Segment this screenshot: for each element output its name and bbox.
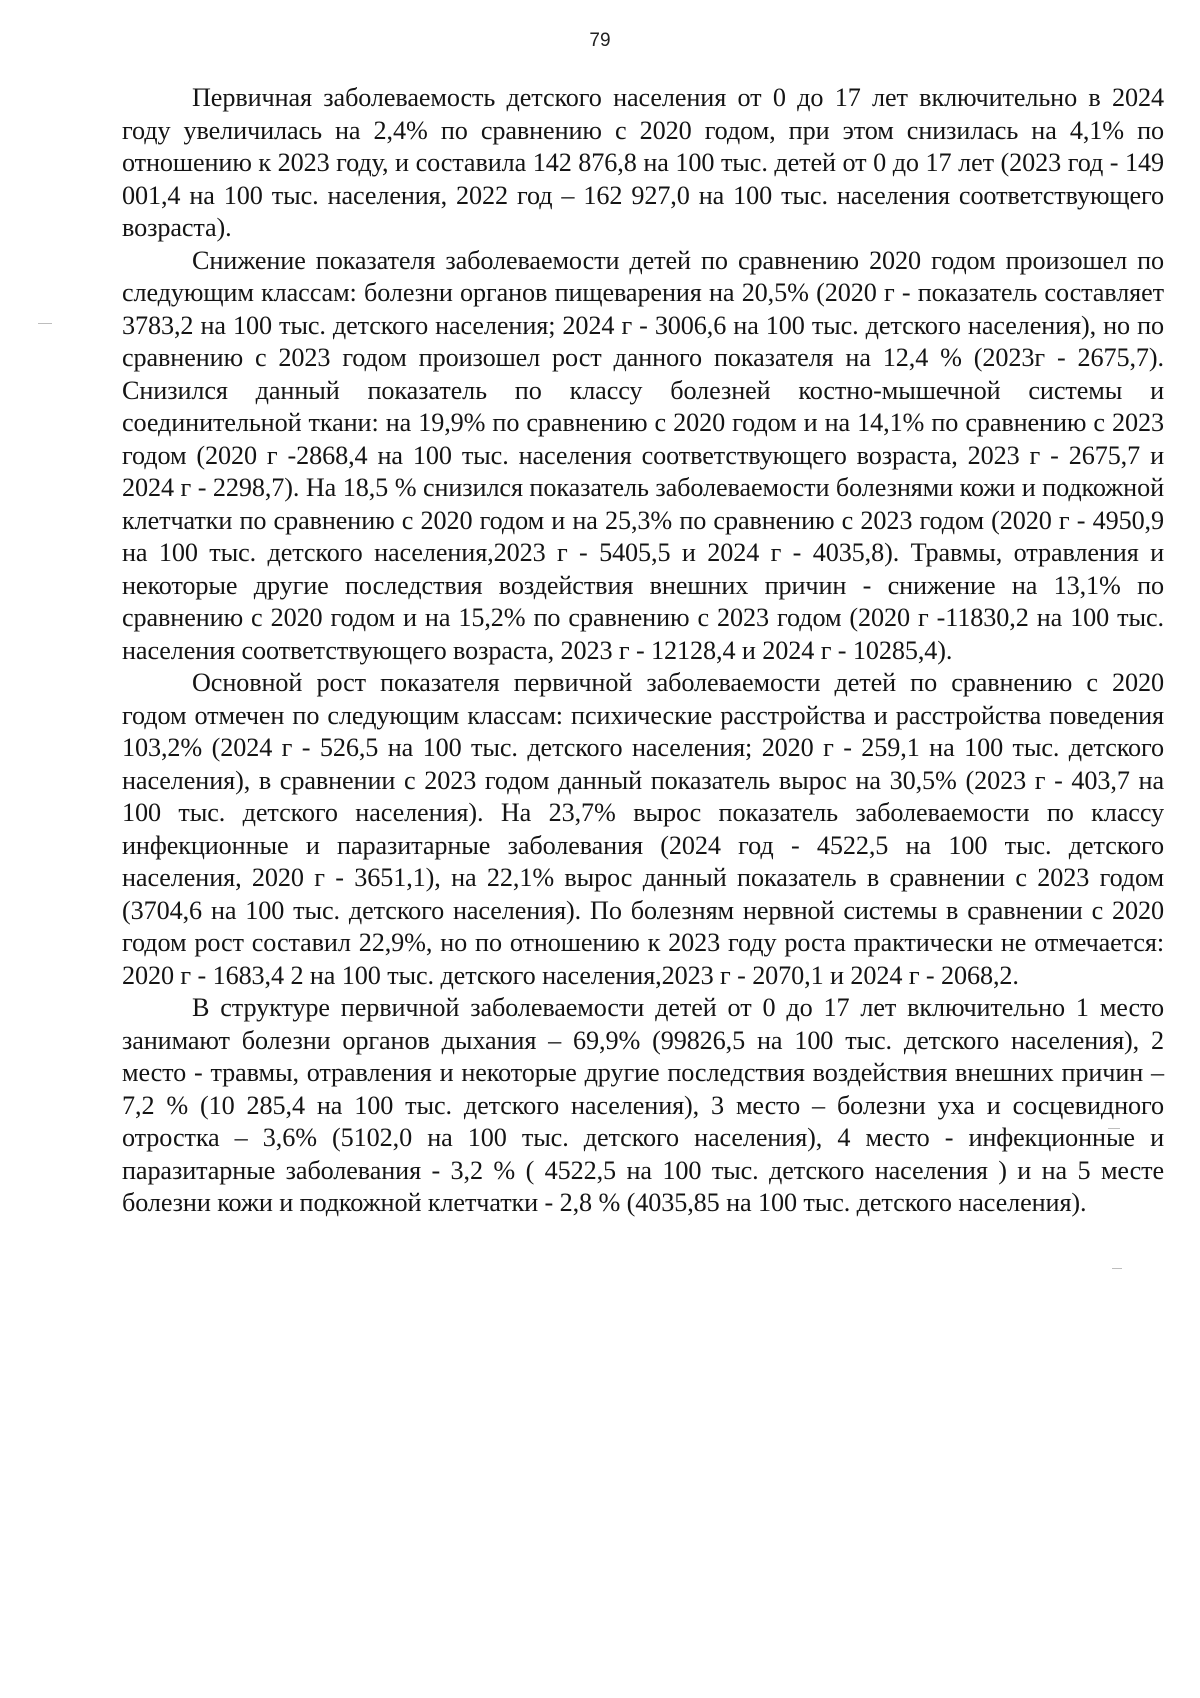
paragraph-morbidity-increase: Основной рост показателя первичной заболеваемости детей по сравнению с 2020 годом отмечен по следующим классам: психические расстройства и расстройства поведения 103,2% (2024 г - 526,5 на 100 тыс. детского населения; 2020 г - 259,1 на 100 тыс. детского населения), в сравнении с 2023 годом данный показатель вырос на 30,5% (2023 г - 403,7 на 100 тыс. детского населения). На 23,7% вырос показатель заболеваемости по классу инфекционные и паразитарные заболевания (2024 год - 4522,5 на 100 тыс. детского населения, 2020 г - 3651,1), на 22,1% вырос данный показатель в сравнении с 2023 годом (3704,6 на 100 тыс. детского населения). По болезням нервной системы в сравнении с 2020 годом рост составил 22,9%, но по отношению к 2023 году роста практически не отмечается: 2020 г - 1683,4 2 на 100 тыс. детского населения,2023 г - 2070,1 и 2024 г - 2068,2. (122, 668, 1164, 990)
paragraph-morbidity-structure: В структуре первичной заболеваемости детей от 0 до 17 лет включительно 1 место занимают болезни органов дыхания – 69,9% (99826,5 на 100 тыс. детского населения), 2 место - травмы, отравления и некоторые другие последствия воздействия внешних причин – 7,2 % (10 285,4 на 100 тыс. детского населения), 3 место – болезни уха и сосцевидного отростка – 3,6% (5102,0 на 100 тыс. детского населения), 4 место - инфекционные и паразитарные заболевания - 3,2 % ( 4522,5 на 100 тыс. детского населения ) и на 5 месте болезни кожи и подкожной клетчатки - 2,8 % (4035,85 на 100 тыс. детского населения). (122, 993, 1164, 1217)
scan-mark (38, 323, 52, 324)
page-number: 79 (589, 30, 611, 51)
paragraph-primary-morbidity: Первичная заболеваемость детского населения от 0 до 17 лет включительно в 2024 году увеличилась на 2,4% по сравнению с 2020 годом, при этом снизилась на 4,1% по отношению к 2023 году, и составила 142 876,8 на 100 тыс. детей от 0 до 17 лет (2023 год - 149 001,4 на 100 тыс. населения, 2022 год – 162 927,0 на 100 тыс. населения соответствующего возраста). (122, 83, 1164, 242)
paragraph-morbidity-decrease: Снижение показателя заболеваемости детей по сравнению 2020 годом произошел по следующим классам: болезни органов пищеварения на 20,5% (2020 г - показатель составляет 3783,2 на 100 тыс. детского населения; 2024 г - 3006,6 на 100 тыс. детского населения), но по сравнению с 2023 годом произошел рост данного показателя на 12,4 % (2023г - 2675,7). Снизился данный показатель по классу болезней костно-мышечной системы и соединительной ткани: на 19,9% по сравнению с 2020 годом и на 14,1% по сравнению с 2023 годом (2020 г -2868,4 на 100 тыс. населения соответствующего возраста, 2023 г - 2675,7 и 2024 г - 2298,7). На 18,5 % снизился показатель заболеваемости болезнями кожи и подкожной клетчатки по сравнению с 2020 годом и на 25,3% по сравнению с 2023 годом (2020 г - 4950,9 на 100 тыс. детского населения,2023 г - 5405,5 и 2024 г - 4035,8). Травмы, отравления и некоторые другие последствия воздействия внешних причин - снижение на 13,1% по сравнению с 2020 годом и на 15,2% по сравнению с 2023 годом (2020 г -11830,2 на 100 тыс. населения соответствующего возраста, 2023 г - 12128,4 и 2024 г - 10285,4). (122, 245, 1164, 665)
scan-mark (1112, 1268, 1122, 1269)
document-body (122, 82, 1164, 1220)
